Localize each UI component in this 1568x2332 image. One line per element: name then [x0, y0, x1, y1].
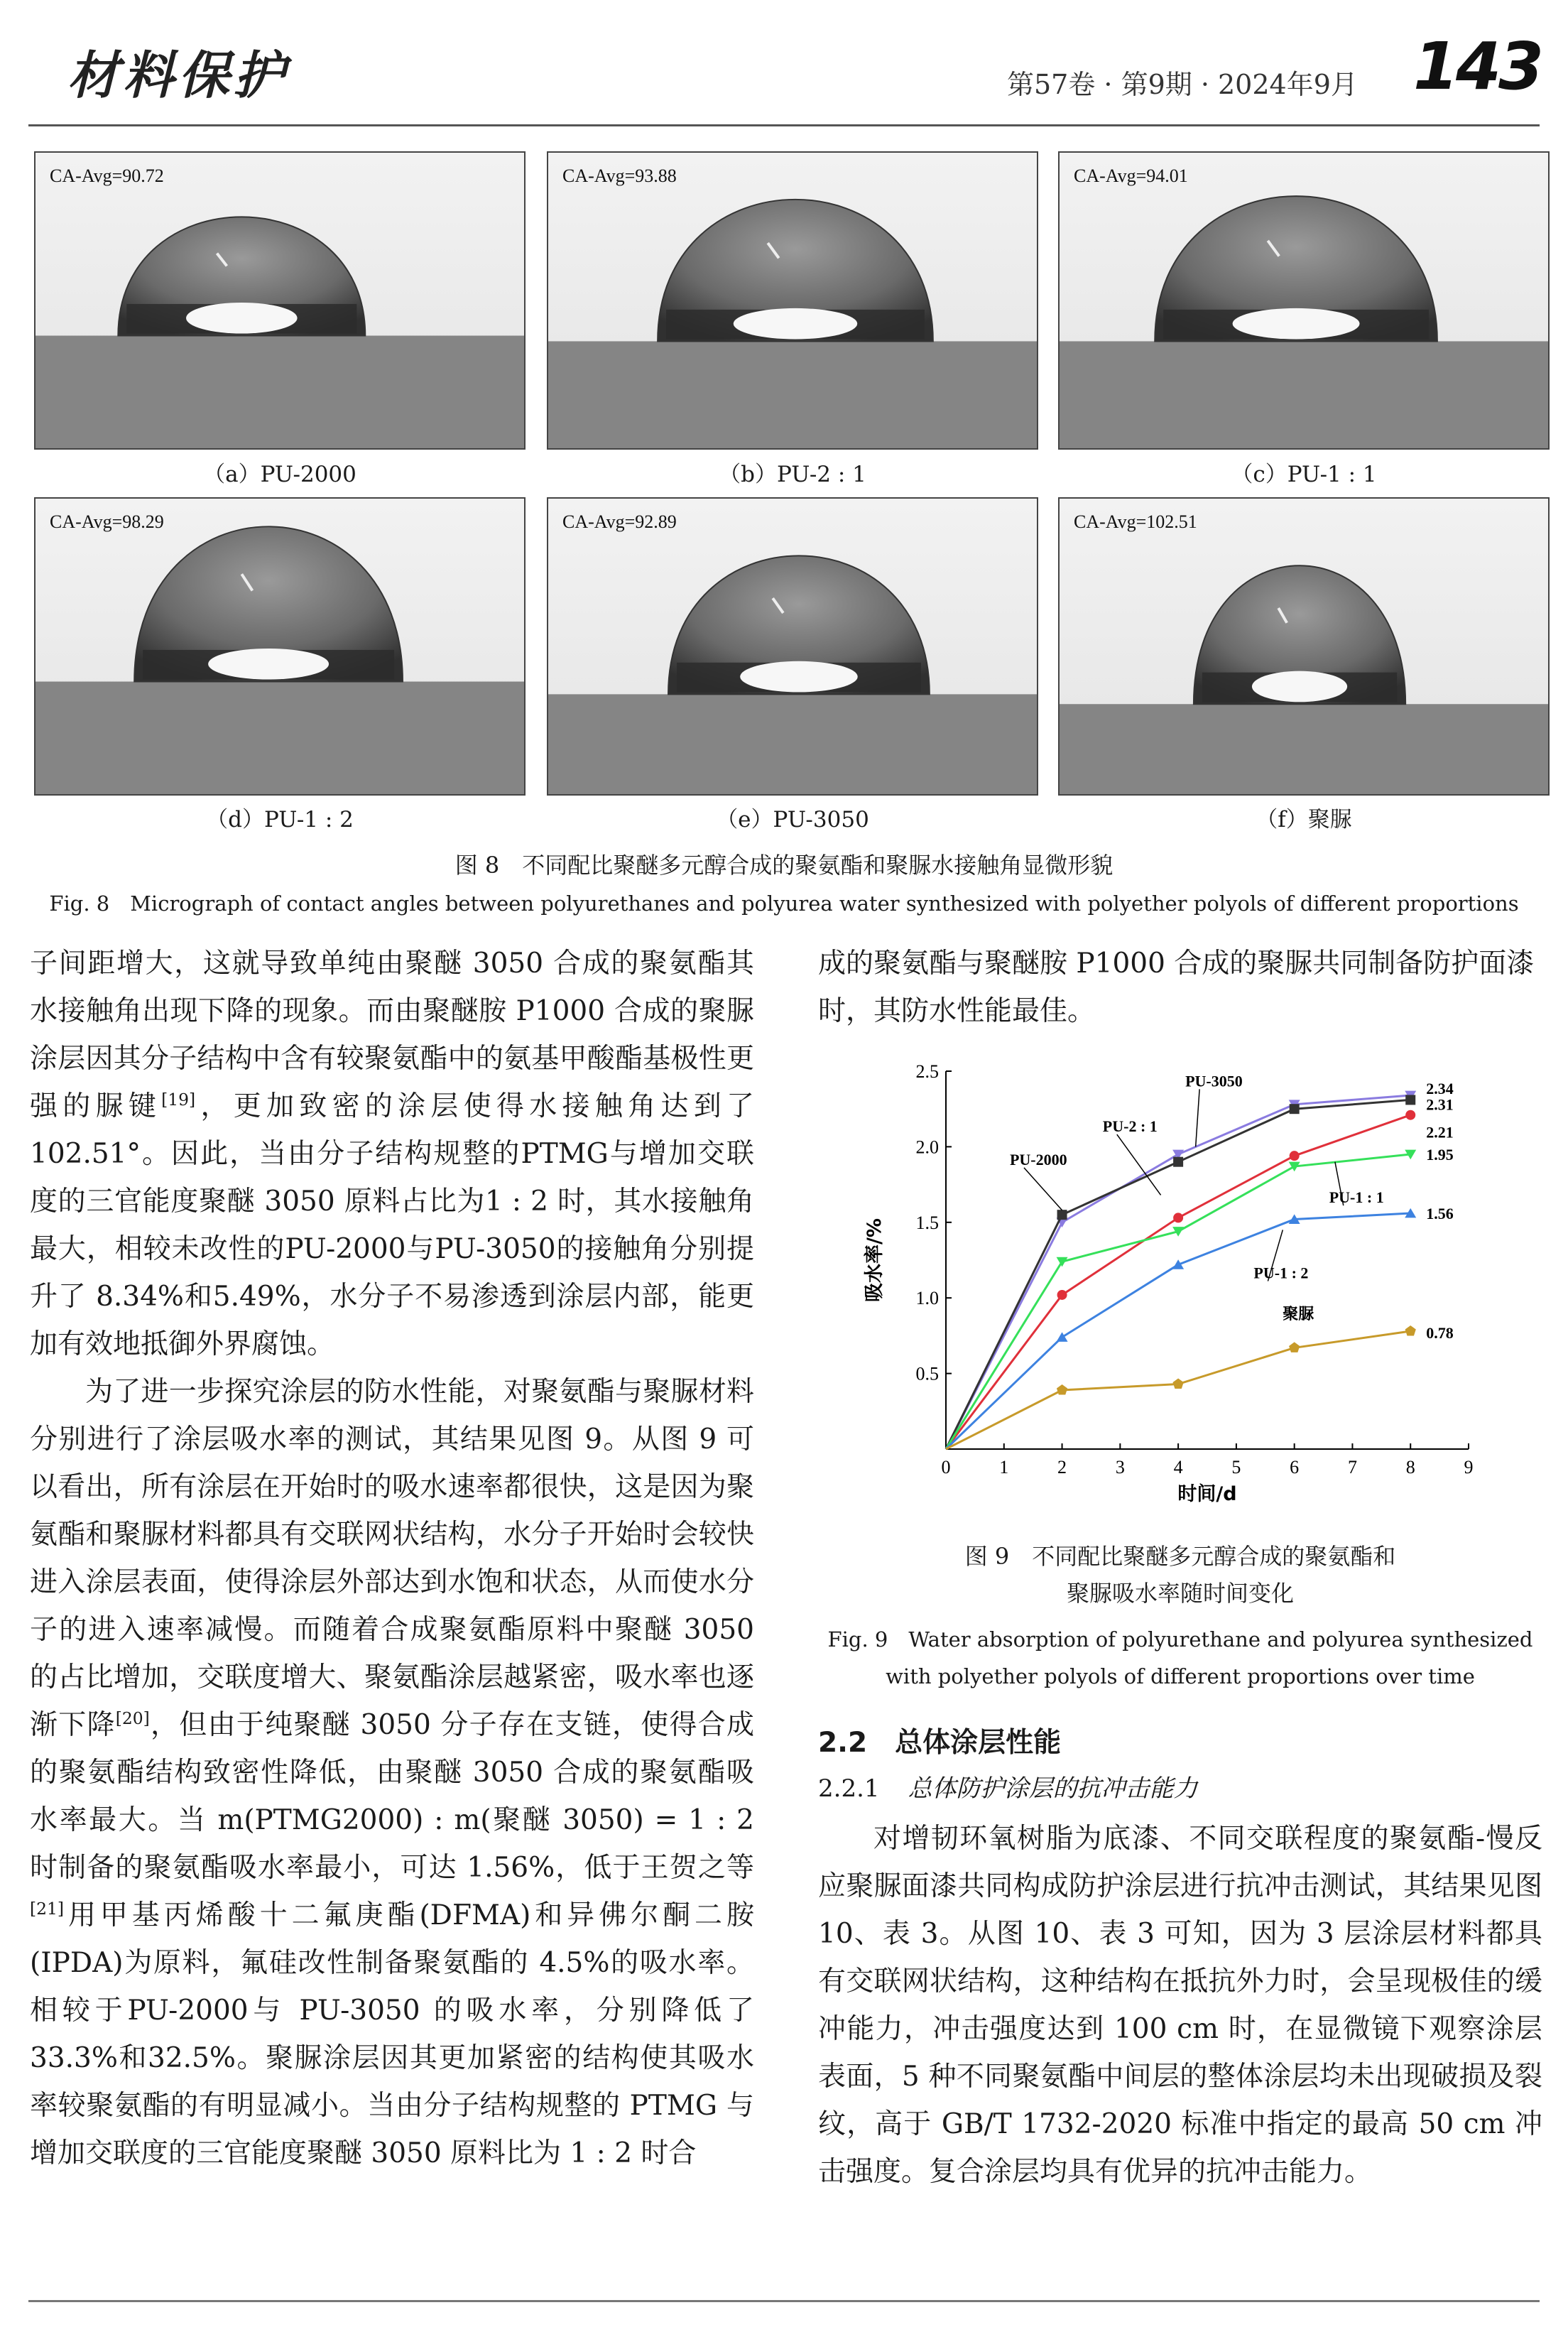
x-tick-label: 4 [1173, 1457, 1183, 1477]
section-heading-2-2: 2.2 总体涂层性能 [818, 1727, 1062, 1759]
subfigure-caption: （b）PU-2 : 1 [719, 462, 866, 487]
water-droplet-image [36, 499, 524, 794]
x-axis-label: 时间/d [1177, 1483, 1237, 1505]
right-column-top [818, 940, 1542, 1035]
citation: [19] [161, 1090, 196, 1110]
water-droplet-image [36, 153, 524, 448]
contact-angle-photo [1058, 497, 1550, 796]
left-column [30, 940, 754, 2177]
contact-angle-label: CA-Avg=90.72 [50, 166, 164, 186]
data-point [1290, 1151, 1300, 1161]
section-heading-2-2-1: 2.2.1 总体防护涂层的抗冲击能力 [818, 1774, 1198, 1803]
journal-logo: 材料保护 [67, 45, 290, 105]
contact-angle-photo [1058, 151, 1550, 450]
annotation-leader [1024, 1168, 1062, 1210]
contact-angle-photo [34, 151, 526, 450]
footer-divider [28, 2300, 1540, 2302]
data-point [1057, 1290, 1067, 1300]
x-tick-label: 6 [1290, 1457, 1300, 1477]
end-value-label: 2.31 [1426, 1095, 1454, 1114]
contact-angle-label: CA-Avg=98.29 [50, 511, 164, 532]
end-value-label: 2.34 [1426, 1080, 1454, 1098]
figure-9-caption-cn: 图 9 不同配比聚醚多元醇合成的聚氨酯和 聚脲吸水率随时间变化 [964, 1543, 1396, 1607]
subfigure-caption: （c）PU-1 : 1 [1231, 462, 1377, 487]
contact-angle-label: CA-Avg=94.01 [1074, 166, 1188, 186]
data-point [1172, 1259, 1184, 1269]
y-tick-label: 1.0 [915, 1288, 939, 1309]
subfigure-caption: （f）聚脲 [1256, 807, 1352, 833]
x-tick-label: 8 [1405, 1457, 1415, 1477]
figure-9-caption-en: Fig. 9 Water absorption of polyurethane and polyurea synthesized with polyether polyols of different proportions over time [827, 1627, 1533, 1688]
contact-angle-label: CA-Avg=92.89 [562, 511, 677, 532]
series-label: PU-1 : 2 [1253, 1264, 1309, 1282]
data-point [1057, 1384, 1067, 1394]
x-tick-label: 0 [941, 1457, 951, 1477]
contact-angle-label: CA-Avg=93.88 [562, 166, 677, 186]
y-tick-label: 2.5 [915, 1061, 939, 1082]
data-point [1405, 1325, 1416, 1335]
annotation-leader [1196, 1089, 1199, 1146]
series-label: PU-1 : 1 [1329, 1188, 1384, 1207]
subfigure-caption: （e）PU-3050 [716, 807, 869, 833]
water-droplet-image [548, 499, 1037, 794]
x-tick-label: 3 [1115, 1457, 1125, 1477]
series-line [946, 1095, 1410, 1449]
figure-8-caption-en: Fig. 8 Micrograph of contact angles between polyurethanes and polyurea water synthesized with polyether polyols of different proportions [49, 891, 1519, 916]
figure-8-caption-cn: 图 8 不同配比聚醚多元醇合成的聚氨酯和聚脲水接触角显微形貌 [454, 852, 1114, 879]
y-tick-label: 0.5 [915, 1363, 939, 1384]
page-number: 143 [1413, 28, 1542, 104]
end-value-label: 2.21 [1426, 1123, 1454, 1141]
data-point [1057, 1257, 1068, 1267]
data-point [1057, 1210, 1067, 1220]
subfigure-caption: （a）PU-2000 [203, 462, 356, 487]
data-point [1173, 1213, 1183, 1222]
data-point [1290, 1104, 1300, 1114]
header-divider [28, 124, 1540, 126]
right-column-bottom [818, 1815, 1542, 2196]
x-tick-label: 1 [999, 1457, 1009, 1477]
contact-angle-label: CA-Avg=102.51 [1074, 511, 1197, 532]
data-point [1173, 1378, 1184, 1388]
y-axis-label: 吸水率/% [864, 1218, 886, 1302]
subfigure-caption: （d）PU-1 : 2 [206, 807, 354, 833]
water-droplet-image [1060, 499, 1548, 794]
x-tick-label: 2 [1057, 1457, 1067, 1477]
x-tick-label: 5 [1231, 1457, 1241, 1477]
water-droplet-image [548, 153, 1037, 448]
data-point [1289, 1342, 1300, 1352]
y-tick-label: 1.5 [915, 1212, 939, 1233]
paragraph: 成的聚氨酯与聚醚胺 P1000 合成的聚脲共同制备防护面漆时，其防水性能最佳。 [818, 948, 1535, 1027]
citation: [21] [30, 1899, 65, 1919]
data-point [1405, 1095, 1415, 1105]
x-tick-label: 7 [1347, 1457, 1357, 1477]
issue-info: 第57卷 · 第9期 · 2024年9月 [1007, 69, 1358, 100]
citation: [20] [115, 1708, 150, 1728]
figure-9-chart [817, 1051, 1548, 1549]
contact-angle-photo [34, 497, 526, 796]
y-tick-label: 2.0 [915, 1137, 939, 1158]
end-value-label: 0.78 [1426, 1324, 1454, 1343]
contact-angle-photo [547, 151, 1038, 450]
series-label: PU-2 : 1 [1102, 1117, 1158, 1136]
series-label: 聚脲 [1283, 1304, 1314, 1323]
series-line [946, 1331, 1410, 1449]
end-value-label: 1.56 [1426, 1205, 1454, 1223]
series-label: PU-2000 [1009, 1150, 1067, 1168]
water-droplet-image [1060, 153, 1548, 448]
end-value-label: 1.95 [1426, 1146, 1454, 1164]
paragraph: 子间距增大，这就导致单纯由聚醚 3050 合成的聚氨酯其水接触角出现下降的现象。而由聚醚胺 P1000 合成的聚脲涂层因其分子结构中含有较聚氨酯中的氨基甲酸酯基极性更强的脲键[19]，更加致密的涂层使得水接触角达到了 102.51°。因此，当由分子结构规整的PTMG与增加交联度的三官能度聚醚 3050 原料占比为1 : 2 时，其水接触角最大，相较未改性的PU-2000与PU-3050的接触角分别提升了 8.34%和5.49%，水分子不易渗透到涂层内部，能更加有效地抵御外界腐蚀。 [30, 948, 754, 1360]
data-point [1173, 1157, 1183, 1167]
contact-angle-photo [547, 497, 1038, 796]
data-point [1405, 1110, 1415, 1120]
page-header [0, 0, 1568, 128]
x-tick-label: 9 [1464, 1457, 1474, 1477]
series-label: PU-3050 [1185, 1072, 1243, 1090]
paragraph: 对增韧环氧树脂为底漆、不同交联程度的聚氨酯-慢反应聚脲面漆共同构成防护涂层进行抗冲击测试，其结果见图 10、表 3。从图 10、表 3 可知，因为 3 层涂层材料都具有交联网状结构，这种结构在抵抗外力时，会呈现极佳的缓冲能力，冲击强度达到 100 cm 时，在显微镜下观察涂层表面，5 种不同聚氨酯中间层的整体涂层均未出现破损及裂纹，高于 GB/T 1732-2020 标准中指定的最高 50 cm 冲击强度。复合涂层均具有优异的抗冲击能力。 [818, 1823, 1542, 2188]
paragraph: 为了进一步探究涂层的防水性能，对聚氨酯与聚脲材料分别进行了涂层吸水率的测试，其结果见图 9。从图 9 可以看出，所有涂层在开始时的吸水速率都很快，这是因为聚氨酯和聚脲材料都具有交联网状结构，水分子开始时会较快进入涂层表面，使得涂层外部达到水饱和状态，从而使水分子的进入速率减慢。而随着合成聚氨酯原料中聚醚 3050 的占比增加，交联度增大、聚氨酯涂层越紧密，吸水率也逐渐下降[20]，但由于纯聚醚 3050 分子存在支链，使得合成的聚氨酯结构致密性降低，由聚醚 3050 合成的聚氨酯吸水率最大。当 m(PTMG2000) : m(聚醚 3050) = 1 : 2 时制备的聚氨酯吸水率最小，可达 1.56%，低于王贺之等[21]用甲基丙烯酸十二氟庚酯(DFMA)和异佛尔酮二胺(IPDA)为原料，氟硅改性制备聚氨酯的 4.5%的吸水率。相较于PU-2000与 PU-3050 的吸水率，分别降低了 33.3%和32.5%。聚脲涂层因其更加紧密的结构使其吸水率较聚氨酯的有明显减小。当由分子结构规整的 PTMG 与增加交联度的三官能度聚醚 3050 原料比为 1 : 2 时合 [30, 1376, 754, 2169]
